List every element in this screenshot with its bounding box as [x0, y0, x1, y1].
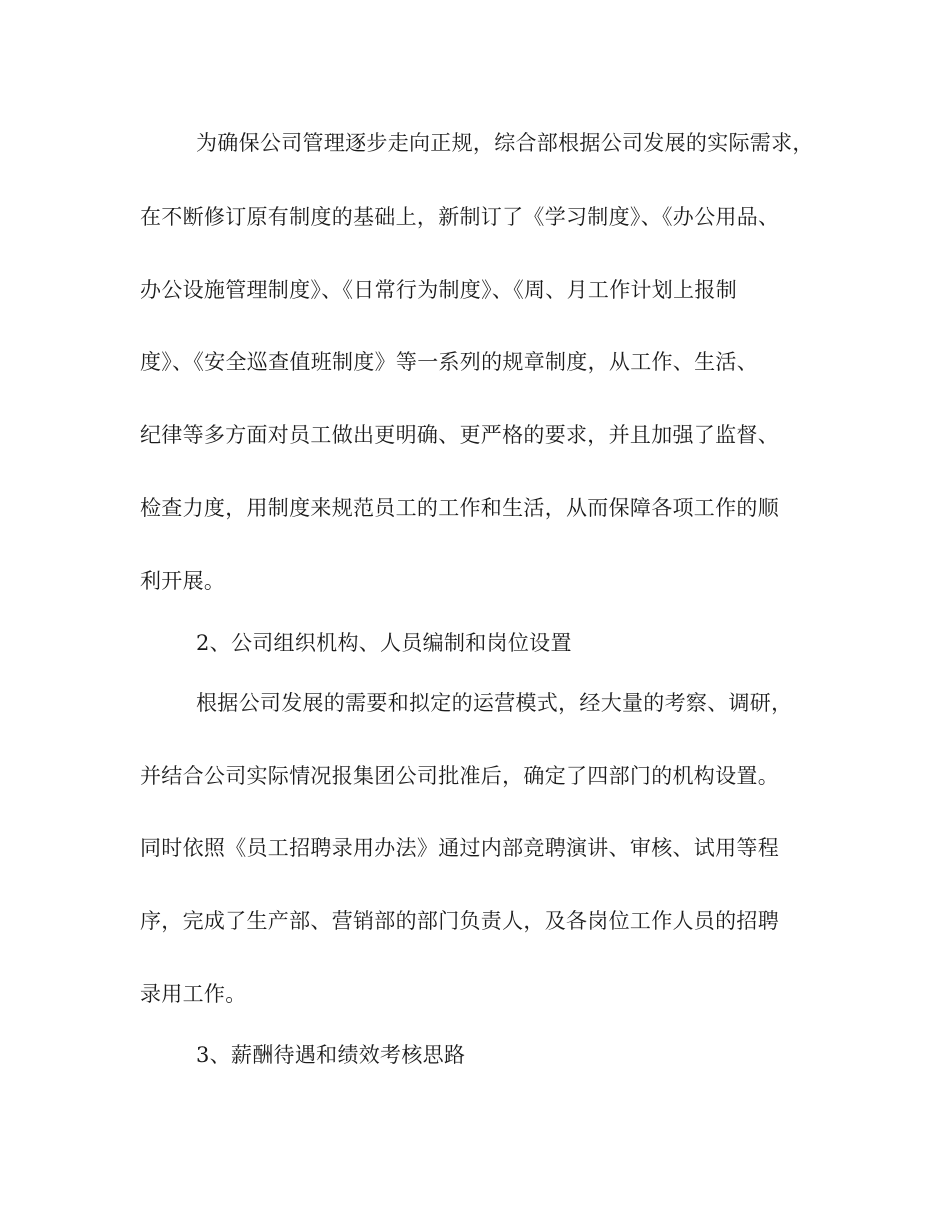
paragraph-2-line-4: 序，完成了生产部、营销部的部门负责人，及各岗位工作人员的招聘	[140, 909, 779, 933]
paragraph-1-line-4: 度》、《安全巡查值班制度》等一系列的规章制度，从工作、生活、	[140, 350, 758, 374]
paragraph-1-line-3: 办公设施管理制度》、《日常行为制度》、《周、月工作计划上报制	[140, 278, 737, 302]
section-heading-2: 2、公司组织机构、人员编制和岗位设置	[196, 631, 572, 655]
section-heading-3: 3、薪酬待遇和绩效考核思路	[196, 1043, 466, 1067]
paragraph-2-line-1: 根据公司发展的需要和拟定的运营模式，经大量的考察、调研，	[196, 691, 793, 715]
paragraph-2-line-3: 同时依照《员工招聘录用办法》通过内部竞聘演讲、审核、试用等程	[140, 836, 779, 860]
paragraph-1-line-6: 检查力度，用制度来规范员工的工作和生活，从而保障各项工作的顺	[140, 496, 779, 520]
paragraph-2-line-2: 并结合公司实际情况报集团公司批准后，确定了四部门的机构设置。	[140, 764, 779, 788]
paragraph-1-line-7: 利开展。	[140, 569, 226, 593]
paragraph-1-line-1: 为确保公司管理逐步走向正规，综合部根据公司发展的实际需求，	[196, 131, 814, 155]
paragraph-2-line-5: 录用工作。	[140, 982, 247, 1006]
paragraph-1-line-2: 在不断修订原有制度的基础上，新制订了《学习制度》、《办公用品、	[140, 205, 780, 229]
paragraph-1-line-5: 纪律等多方面对员工做出更明确、更严格的要求，并且加强了监督、	[140, 423, 779, 447]
